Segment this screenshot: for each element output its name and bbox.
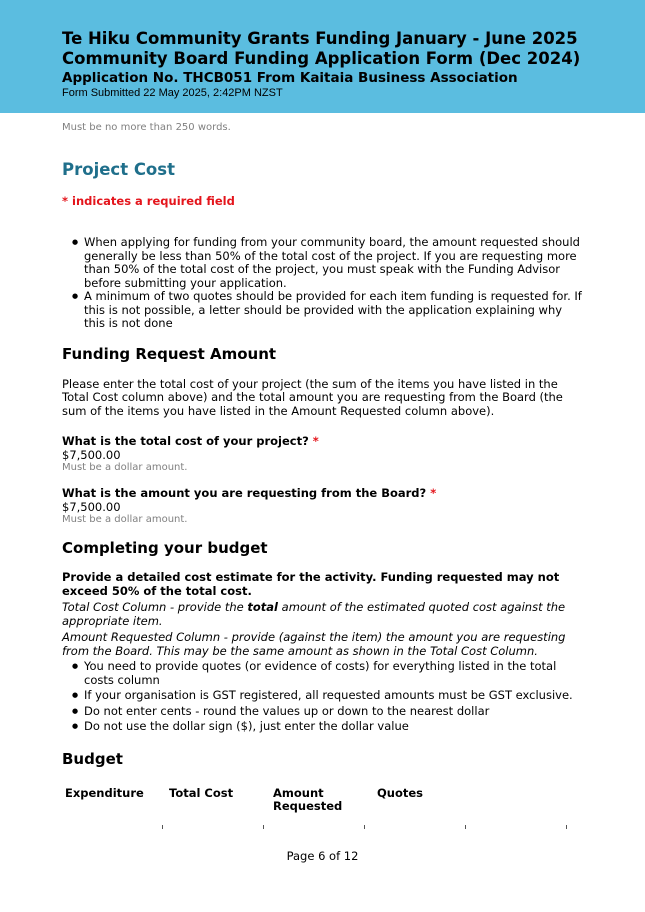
form-header (0, 0, 645, 113)
column-divider (364, 825, 365, 829)
question-label: What is the total cost of your project? * (62, 434, 319, 448)
heading-completing-budget: Completing your budget (62, 539, 268, 557)
budget-table-column-markers (62, 825, 583, 831)
question-requested-amount (62, 486, 583, 525)
heading-funding-request-amount: Funding Request Amount (62, 344, 277, 363)
column-header-expenditure: Expenditure (65, 785, 144, 800)
form-content (0, 122, 645, 831)
submission-timestamp: Form Submitted 22 May 2025, 2:42PM NZST (62, 87, 283, 99)
answer-value: $7,500.00 (62, 500, 121, 514)
required-field-note: * indicates a required field (62, 194, 235, 208)
list-item: ● When applying for funding from your community board, the amount requested should generally be less than 50% of the total cost of the project. If you are requesting more than 50% of the total cost of the project, you must speak with the Funding Advisor before submitting your application. (78, 236, 583, 290)
required-asterisk: * (430, 486, 437, 500)
column-divider (263, 825, 264, 829)
budget-guidelines (62, 660, 583, 734)
column-header-total-cost: Total Cost (169, 785, 234, 800)
column-header-amount-requested: Amount Requested (273, 785, 343, 813)
heading-budget: Budget (62, 749, 123, 768)
list-item: ● Do not enter cents - round the values up or down to the nearest dollar (78, 705, 583, 719)
answer-hint: Must be a dollar amount. (62, 514, 188, 525)
section-heading-project-cost: Project Cost (62, 160, 175, 179)
column-divider (162, 825, 163, 829)
page-number: Page 6 of 12 (286, 849, 359, 863)
list-item: ● You need to provide quotes (or evidence of costs) for everything listed in the total costs column (78, 660, 583, 687)
funding-request-intro: Please enter the total cost of your project (the sum of the items you have listed in the Total Cost column above) and the total amount you are requesting from the Board (the sum of the items you have listed in the Amount Requested column above). (62, 376, 563, 418)
list-item: ● Do not use the dollar sign ($), just enter the dollar value (78, 720, 583, 734)
amount-requested-column-help: Amount Requested Column - provide (against the item) the amount you are requesting from the Board. This may be the same amount as shown in the Total Cost Column. (62, 630, 566, 658)
answer-hint: Must be a dollar amount. (62, 462, 188, 473)
word-limit-hint: Must be no more than 250 words. (62, 122, 231, 133)
column-divider (566, 825, 567, 829)
budget-table (62, 787, 582, 814)
question-label: What is the amount you are requesting from the Board? * (62, 486, 437, 500)
application-number: Application No. THCB051 From Kaitaia Business Association (62, 70, 518, 86)
required-asterisk: * (312, 434, 319, 448)
list-item: ● A minimum of two quotes should be provided for each item funding is requested for. If this is not possible, a letter should be provided with the application explaining why this is not done (78, 290, 583, 331)
total-cost-column-help: Total Cost Column - provide the total amount of the estimated quoted cost against the appropriate item. (62, 600, 566, 628)
list-item: ● If your organisation is GST registered, all requested amounts must be GST exclusive. (78, 689, 583, 703)
answer-value: $7,500.00 (62, 448, 121, 462)
form-title-line1: Te Hiku Community Grants Funding January - June 2025 (62, 29, 578, 48)
column-divider (465, 825, 466, 829)
budget-intro: Provide a detailed cost estimate for the activity. Funding requested may not exceed 50% of the total cost. (62, 570, 560, 598)
project-cost-guidelines (62, 236, 583, 331)
budget-table-header (62, 787, 582, 814)
form-title-line2: Community Board Funding Application Form (Dec 2024) (62, 49, 581, 68)
question-total-cost (62, 434, 583, 473)
column-header-quotes: Quotes (377, 785, 424, 800)
column-header-empty (478, 787, 582, 814)
